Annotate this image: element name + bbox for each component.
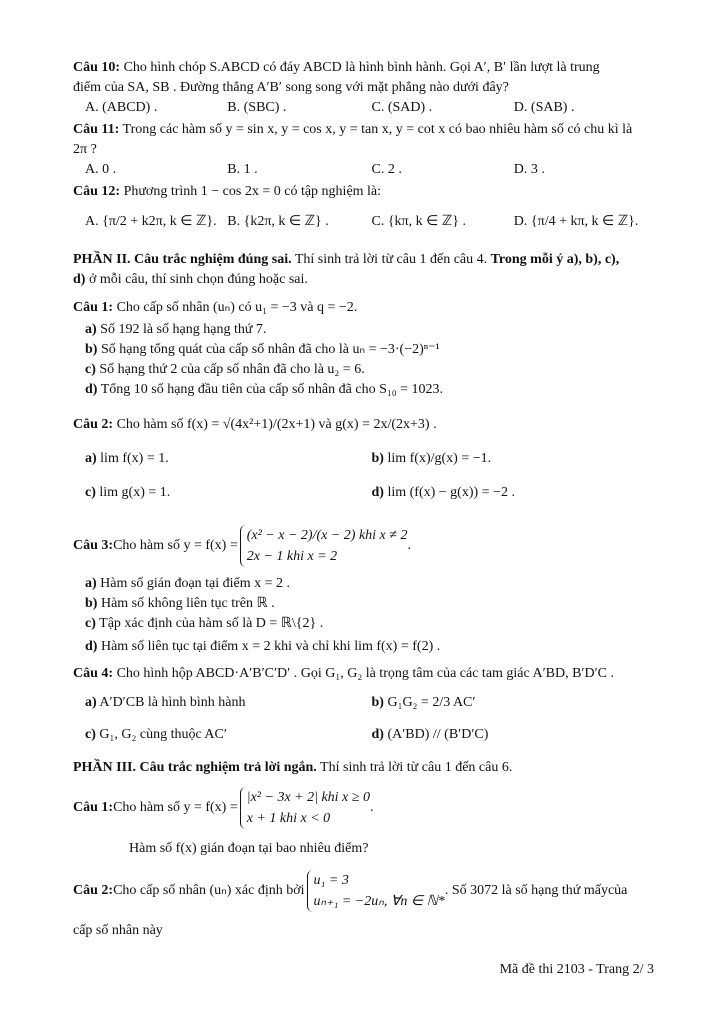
q12-options xyxy=(73,202,658,242)
p2q3-b-text: Hàm số không liên tục trên ℝ . xyxy=(97,596,275,611)
q11-option-b[interactable]: B. 1 . xyxy=(227,162,258,177)
q12-label: Câu 12: xyxy=(73,184,121,199)
p2q3-d-text: Hàm số liên tục tại điểm x = 2 khi và chỉ khi lim f(x) = f(2) . xyxy=(97,639,441,654)
p2q1-b-key: b) xyxy=(85,342,98,357)
p2q2-a-key: a) xyxy=(85,451,97,466)
q10-option-b[interactable]: B. (SBC) . xyxy=(227,100,287,115)
p2q3-c-key: c) xyxy=(85,616,96,631)
p3q2-line2: cấp số nhân này xyxy=(73,923,163,938)
p2q4-d-key: d) xyxy=(371,727,384,742)
p2q3-text: Cho hàm số y = f(x) = xyxy=(113,538,238,553)
p2q4-text: Cho hình hộp ABCD·A′B′C′D′ . Gọi G₁, G₂ là trọng tâm của các tam giác A′BD, B′D′C . xyxy=(113,666,614,681)
question-10 xyxy=(73,58,658,118)
question-11 xyxy=(73,120,658,180)
part-2-line2-bold: d) xyxy=(73,272,86,287)
q10-options xyxy=(73,98,658,118)
p2q2-a-text: lim f(x) = 1. xyxy=(96,451,169,466)
p2q2-text: Cho hàm số f(x) = √(4x²+1)/(2x+1) và g(x) = 2x/(2x+3) . xyxy=(113,417,437,432)
q10-option-a[interactable]: A. (ABCD) . xyxy=(85,100,158,115)
p2q3-a-key: a) xyxy=(85,576,97,591)
p2q2-c-text: lim g(x) = 1. xyxy=(95,485,171,500)
p2q2-d-text: lim (f(x) − g(x)) = −2 . xyxy=(383,485,515,500)
part2-question-2 xyxy=(73,408,658,510)
p2q2-label: Câu 2: xyxy=(73,417,114,432)
p2q1-d-text: Tổng 10 số hạng đầu tiên của cấp số nhân đã cho S₁₀ = 1023. xyxy=(97,382,444,397)
p2q1-c-text: Số hạng thứ 2 của cấp số nhân đã cho là u₂ = 6. xyxy=(95,362,365,377)
q10-option-c[interactable]: C. (SAD) . xyxy=(371,100,433,115)
p2q3-d-key: d) xyxy=(85,639,98,654)
p2q3-a-text: Hàm số gián đoạn tại điểm x = 2 . xyxy=(96,576,291,591)
q11-option-a[interactable]: A. 0 . xyxy=(85,162,117,177)
p2q2-b-text: lim f(x)/g(x) = −1. xyxy=(383,451,492,466)
p2q3-b-key: b) xyxy=(85,596,98,611)
p2q3-case-2: 2x − 1 khi x = 2 xyxy=(246,549,338,564)
part-2-bold-tail: Trong mỗi ý a), b), c), xyxy=(490,252,620,267)
p2q3-piecewise xyxy=(240,525,408,567)
part2-question-1 xyxy=(73,298,658,400)
p2q4-b-text: G₁G₂ = 2/3 AC′ xyxy=(383,695,476,710)
q11-text-line2: 2π ? xyxy=(73,142,97,157)
q12-option-b[interactable]: B. {k2π, k ∈ ℤ} . xyxy=(227,214,329,229)
p3q1-case-1: |x² − 3x + 2| khi x ≥ 0 xyxy=(246,790,370,805)
part2-question-3: Câu 3: Cho hàm số y = f(x) = (x² − x − 2)/(x − 2) khi x ≠ 2 2x − 1 khi x = 2 . a) Hàm số gián đoạn tại điểm x = 2 . b) Hàm số không liên tục trên ℝ . c) Tập xác định của hàm số là D = ℝ\{2} . d) Hàm số liên tục tại điểm x = 2 khi và chỉ khi lim f(x) = f(2) . xyxy=(73,518,658,660)
p3q1-piecewise xyxy=(240,787,370,829)
part3-question-2 xyxy=(73,864,658,944)
p3q2-text: Cho cấp số nhân (uₙ) xác định bởi xyxy=(113,883,305,898)
p2q4-label: Câu 4: xyxy=(73,666,114,681)
q12-option-a[interactable]: A. {π/2 + k2π, k ∈ ℤ}. xyxy=(85,214,217,229)
p2q1-b-text: Số hạng tổng quát của cấp số nhân đã cho là uₙ = −3·(−2)ⁿ⁻¹ xyxy=(97,342,440,357)
p3q1-question: Hàm số f(x) gián đoạn tại bao nhiêu điểm? xyxy=(129,841,369,856)
p2q2-row-cd xyxy=(73,476,658,510)
p2q1-c-key: c) xyxy=(85,362,96,377)
p2q2-row-ab xyxy=(73,442,658,476)
part-2-text: Thí sinh trả lời từ câu 1 đến câu 4. xyxy=(291,252,491,267)
q10-text-line2: điểm của SA, SB . Đường thẳng A′B′ song song với mặt phẳng nào dưới đây? xyxy=(73,80,509,95)
page-footer: Mã đề thi 2103 - Trang 2/ 3 xyxy=(499,962,654,977)
q11-options xyxy=(73,160,658,180)
part-3-heading xyxy=(73,758,658,778)
p2q3-c-text: Tập xác định của hàm số là D = ℝ\{2} . xyxy=(95,616,324,631)
part-2-line2: ở mỗi câu, thí sinh chọn đúng hoặc sai. xyxy=(85,272,308,287)
q11-option-c[interactable]: C. 2 . xyxy=(371,162,402,177)
p3q1-label: Câu 1: xyxy=(73,800,114,815)
q10-option-d[interactable]: D. (SAB) . xyxy=(513,100,575,115)
part3-question-1: Câu 1: Cho hàm số y = f(x) = |x² − 3x + 2| khi x ≥ 0 x + 1 khi x < 0 . Hàm số f(x) gián đoạn tại bao nhiêu điểm? xyxy=(73,780,658,862)
p2q4-row-ab xyxy=(73,686,658,720)
p3q2-tail: . Số 3072 là số hạng thứ mấycủa xyxy=(444,883,628,898)
p3q2-recurrence xyxy=(307,870,445,912)
p2q4-b-key: b) xyxy=(371,695,384,710)
p3q2-case-1: u₁ = 3 xyxy=(313,873,349,888)
p2q1-a-text: Số 192 là số hạng hạng thứ 7. xyxy=(96,322,267,337)
p3q2-case-2: uₙ₊₁ = −2uₙ, ∀n ∈ ℕ* xyxy=(313,894,445,909)
part2-question-4 xyxy=(73,662,658,750)
q11-text-line1: Trong các hàm số y = sin x, y = cos x, y = tan x, y = cot x có bao nhiêu hàm số có chu kì là xyxy=(119,122,633,137)
p2q4-a-text: A′D′CB là hình bình hành xyxy=(96,695,246,710)
p3q1-text: Cho hàm số y = f(x) = xyxy=(113,800,238,815)
p2q1-d-key: d) xyxy=(85,382,98,397)
part-2-title: PHẦN II. Câu trắc nghiệm đúng sai. xyxy=(73,252,292,267)
part-3-title: PHẦN III. Câu trắc nghiệm trả lời ngắn. xyxy=(73,760,317,775)
part-2-heading xyxy=(73,250,658,290)
q12-text: Phương trình 1 − cos 2x = 0 có tập nghiệm là: xyxy=(120,184,382,199)
p2q1-text: Cho cấp số nhân (uₙ) có u₁ = −3 và q = −2. xyxy=(113,300,358,315)
p2q2-d-key: d) xyxy=(371,485,384,500)
q11-option-d[interactable]: D. 3 . xyxy=(513,162,545,177)
p2q4-a-key: a) xyxy=(85,695,97,710)
question-12 xyxy=(73,182,658,242)
p2q3-label: Câu 3: xyxy=(73,538,114,553)
p3q2-label: Câu 2: xyxy=(73,883,114,898)
p2q3-case-1: (x² − x − 2)/(x − 2) khi x ≠ 2 xyxy=(246,528,408,543)
p3q1-case-2: x + 1 khi x < 0 xyxy=(246,811,331,826)
p2q4-c-text: G₁, G₂ cùng thuộc AC′ xyxy=(95,727,227,742)
q10-text-line1: Cho hình chóp S.ABCD có đáy ABCD là hình bình hành. Gọi A′, B′ lần lượt là trung xyxy=(120,60,600,75)
p2q2-b-key: b) xyxy=(371,451,384,466)
p2q4-c-key: c) xyxy=(85,727,96,742)
q12-option-c[interactable]: C. {kπ, k ∈ ℤ} . xyxy=(371,214,466,229)
p2q1-a-key: a) xyxy=(85,322,97,337)
q12-option-d[interactable]: D. {π/4 + kπ, k ∈ ℤ}. xyxy=(513,214,639,229)
p2q4-d-text: (A′BD) // (B′D′C) xyxy=(383,727,489,742)
p2q1-label: Câu 1: xyxy=(73,300,114,315)
q10-label: Câu 10: xyxy=(73,60,121,75)
q11-label: Câu 11: xyxy=(73,122,120,137)
part-3-text: Thí sinh trả lời từ câu 1 đến câu 6. xyxy=(316,760,513,775)
p2q4-row-cd xyxy=(73,720,658,750)
p2q2-c-key: c) xyxy=(85,485,96,500)
